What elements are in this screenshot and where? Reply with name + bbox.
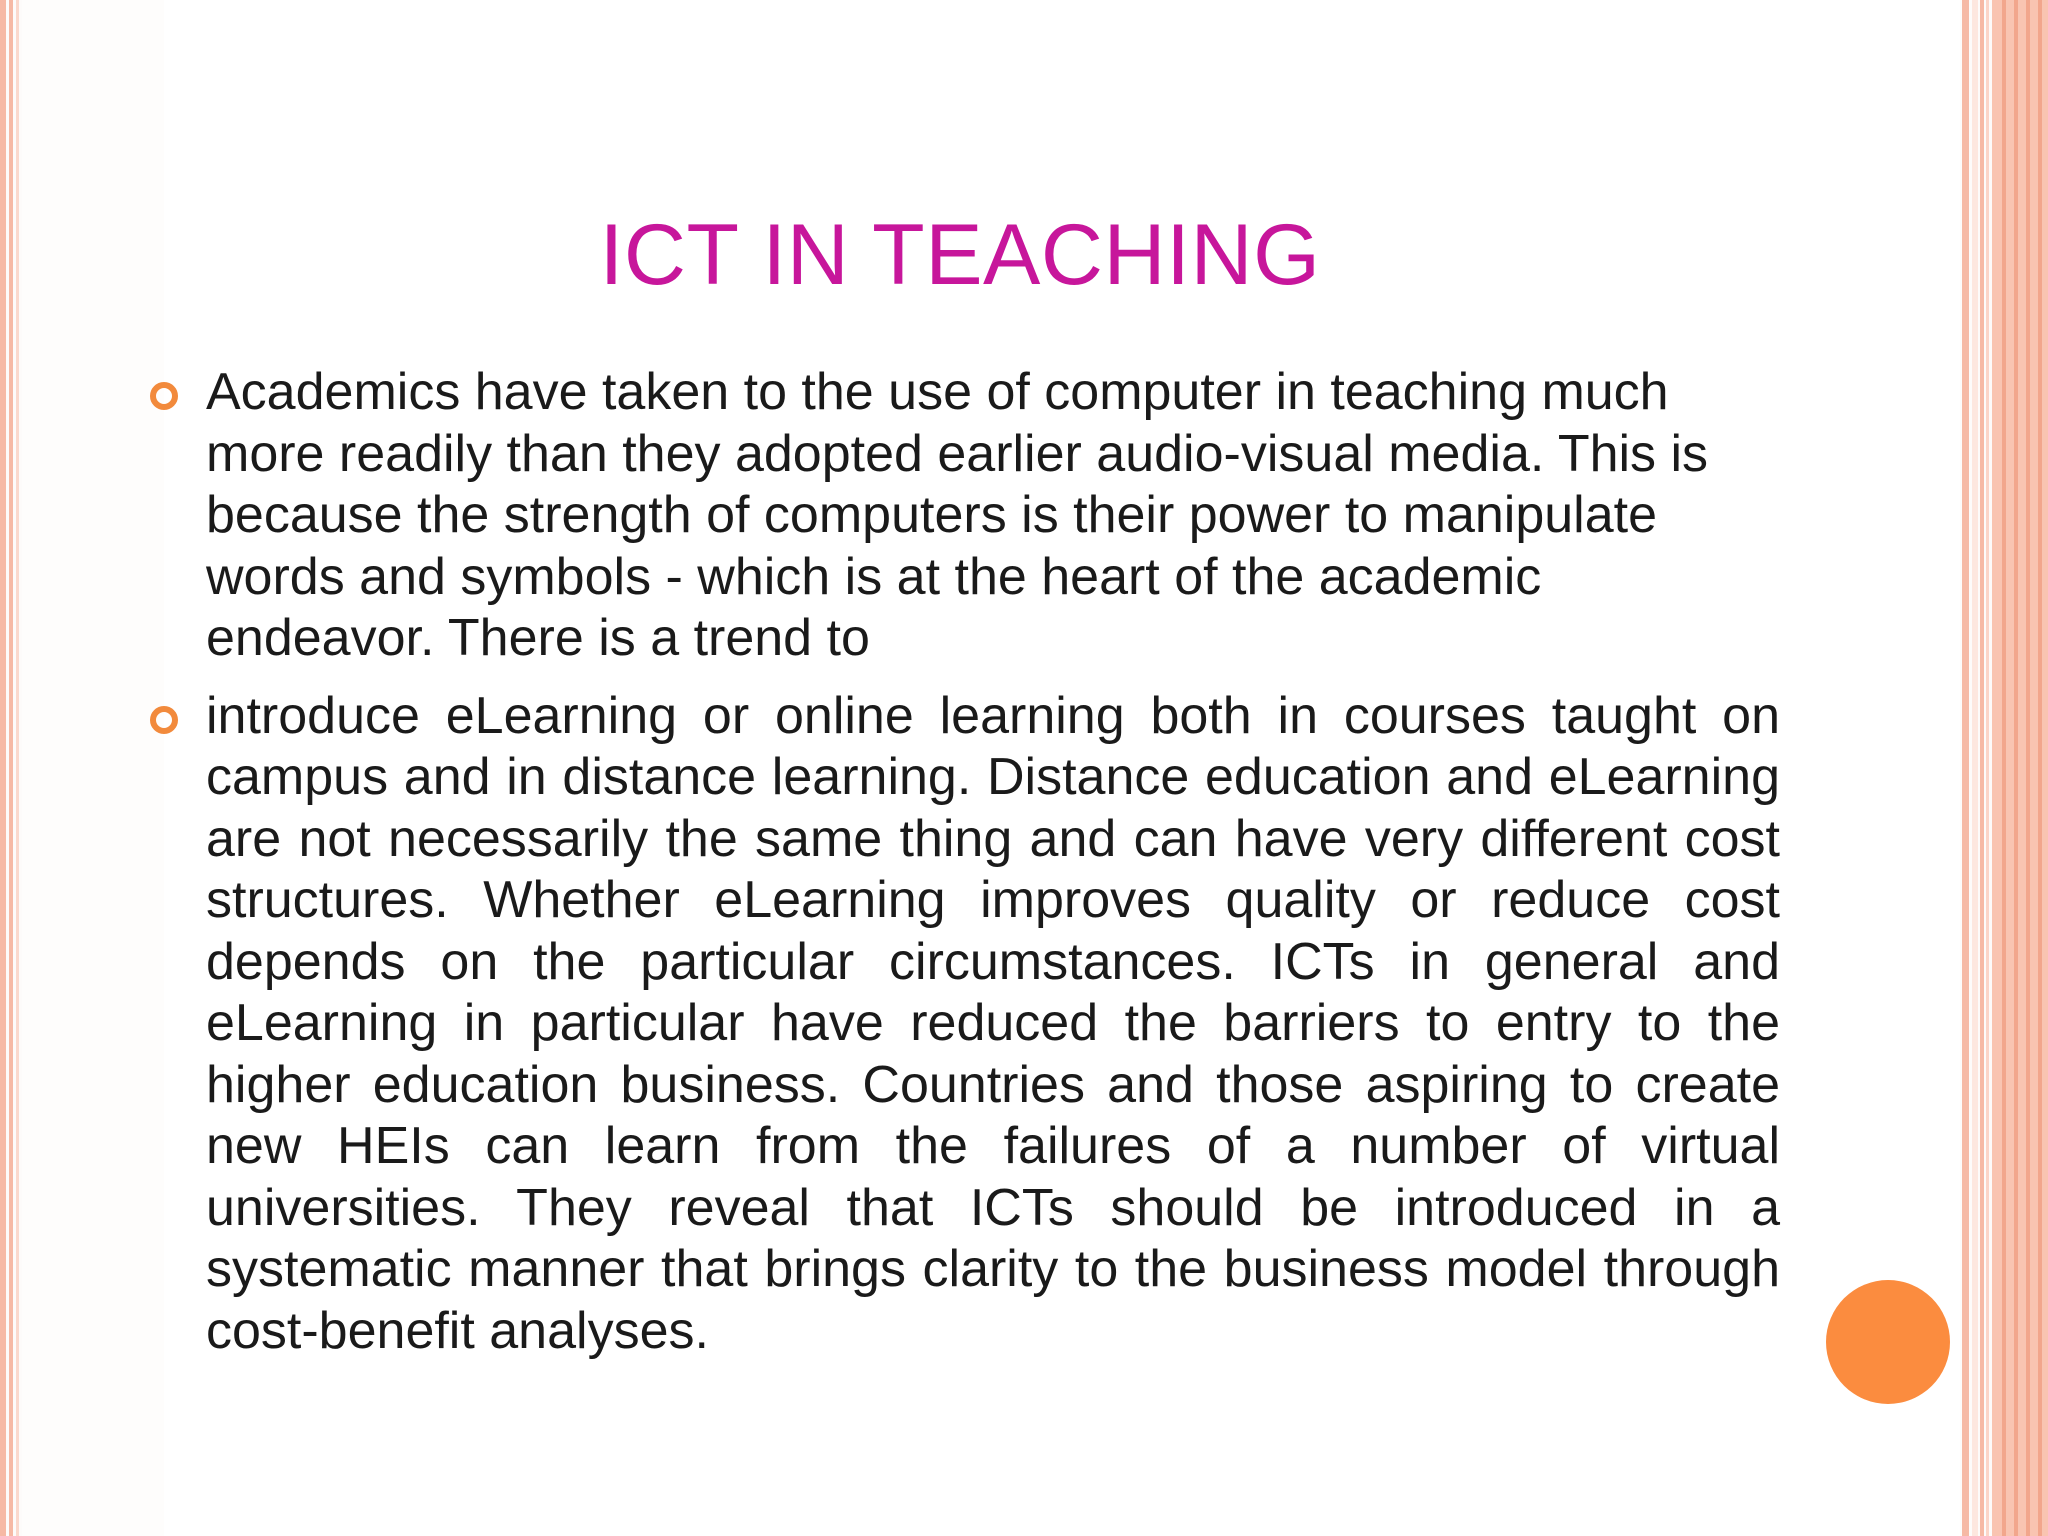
right-border-stripe (1962, 0, 1969, 1536)
right-border-stripe (1986, 0, 1989, 1536)
ring-bullet-icon (150, 382, 178, 410)
content-panel (22, 0, 1960, 1536)
left-border-stripe (9, 0, 13, 1536)
left-border-stripe (16, 0, 19, 1536)
ring-bullet-icon (150, 706, 178, 734)
decorative-orange-circle (1826, 1280, 1950, 1404)
right-border-stripe (2026, 0, 2030, 1536)
slide-title: ICT IN TEACHING (599, 207, 1321, 303)
bullet-list (150, 362, 1780, 1378)
left-border-stripe (0, 0, 6, 1536)
right-border-stripe (1972, 0, 1978, 1536)
bullet-text: Academics have taken to the use of computer in teaching much more readily than they adopted earlier audio-visual media. This is because the strength of computers is their power to manipulate words and symbols - which is at the heart of the academic endeavor. There is a trend to (206, 363, 1709, 667)
bullet-item (150, 362, 1780, 670)
right-border-stripe (2038, 0, 2042, 1536)
right-border-stripe (1980, 0, 1984, 1536)
right-border-stripe (2002, 0, 2006, 1536)
right-border-stripe (2014, 0, 2018, 1536)
bullet-text: introduce eLearning or online learning both in courses taught on campus and in distance learning. Distance education and eLearning are not necessarily the same thing and can have very different cost structures. Whether eLearning improves quality or reduce cost depends on the particular circumstances. ICTs in general and eLearning in particular have reduced the barriers to entry to the higher education business. Countries and those aspiring to create new HEIs can learn from the failures of a number of virtual universities. They reveal that ICTs should be introduced in a systematic manner that brings clarity to the business model through cost-benefit analyses. (206, 686, 1780, 1360)
bullet-item (150, 686, 1780, 1363)
